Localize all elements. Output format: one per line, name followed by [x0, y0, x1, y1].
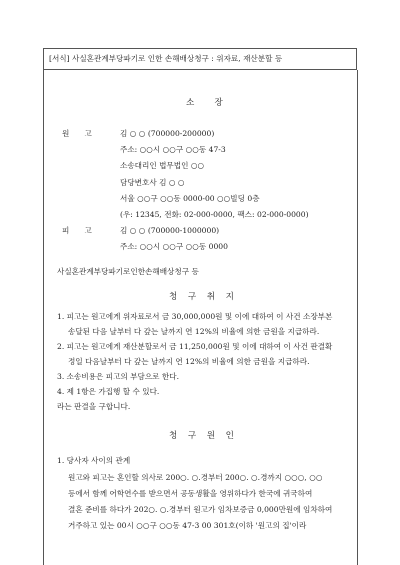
form-border-right [357, 70, 358, 565]
form-border-left [43, 70, 44, 565]
cause-line-4: 거주하고 있는 00시 ○○구 ○○동 47-3 00 301호(이하 '원고의 집'이라 [68, 521, 307, 530]
claim-item-3: 3. 소송비용은 피고의 부담으로 한다. [57, 372, 180, 381]
cause-line-3: 결혼 준비를 하다가 202○. ○.경부터 원고가 임차보증금 0,000만원에 임차하여 [68, 505, 333, 514]
claim-closing: 라는 판결을 구합니다. [57, 402, 131, 411]
cause-line-1: 원고와 피고는 혼인할 의사로 200○. ○.경부터 200○. ○.경까지 ○○○, ○○ [68, 473, 323, 482]
plaintiff-lawyer: 담당변호사 김 ○ ○ [120, 178, 185, 187]
plaintiff-role-label: 원 고 [62, 129, 92, 138]
claim-item-1-line2: 송달된 다음 날부터 다 갚는 날까지 연 12%의 비율에 의한 금원을 지급하라. [68, 327, 320, 336]
form-header: [서식] 사실혼관계부당파기로 인한 손해배상청구 : 위자료, 재산분할 등 [43, 48, 357, 70]
plaintiff-name: 김 ○ ○ (700000-200000) [120, 129, 215, 138]
plaintiff-attorney: 소송대리인 법무법인 ○○ [120, 161, 205, 170]
attorney-contact: (우: 12345, 전화: 02-000-0000, 팩스: 02-000-0000) [120, 210, 309, 219]
claim-item-1-line1: 1. 피고는 원고에게 위자료로서 금 30,000,000원 및 이에 대하여 이 사건 소장부본 [57, 312, 333, 321]
defendant-address: 주소: ○○시 ○○구 ○○동 0000 [120, 242, 228, 251]
document-title: 소 장 [186, 98, 224, 108]
cause-heading: 청 구 원 인 [169, 431, 235, 441]
claim-item-2-line1: 2. 피고는 원고에게 재산분할로서 금 11,250,000원 및 이에 대하여 이 사건 판결확 [57, 342, 333, 351]
cause-subheading: 1. 당사자 사이의 관계 [57, 456, 131, 465]
attorney-office-address: 서울 ○○구 ○○동 0000-00 ○○빌딩 0층 [120, 194, 260, 203]
plaintiff-address: 주소: ○○시 ○○구 ○○동 47-3 [120, 145, 226, 154]
defendant-name: 김 ○ ○ (700000-1000000) [120, 226, 220, 235]
claim-item-4: 4. 제 1항은 가집행 할 수 있다. [57, 387, 160, 396]
case-name: 사실혼관계부당파기로인한손해배상청구 등 [57, 267, 199, 276]
cause-line-2: 등에서 함께 어학연수를 받으면서 공동생활을 영위하다가 한국에 귀국하여 [68, 489, 313, 498]
defendant-role-label: 피 고 [62, 226, 92, 235]
claim-heading: 청 구 취 지 [169, 292, 235, 302]
claim-item-2-line2: 정일 다음날부터 다 갚는 날까지 연 12%의 비율에 의한 금원을 지급하라. [68, 357, 310, 366]
